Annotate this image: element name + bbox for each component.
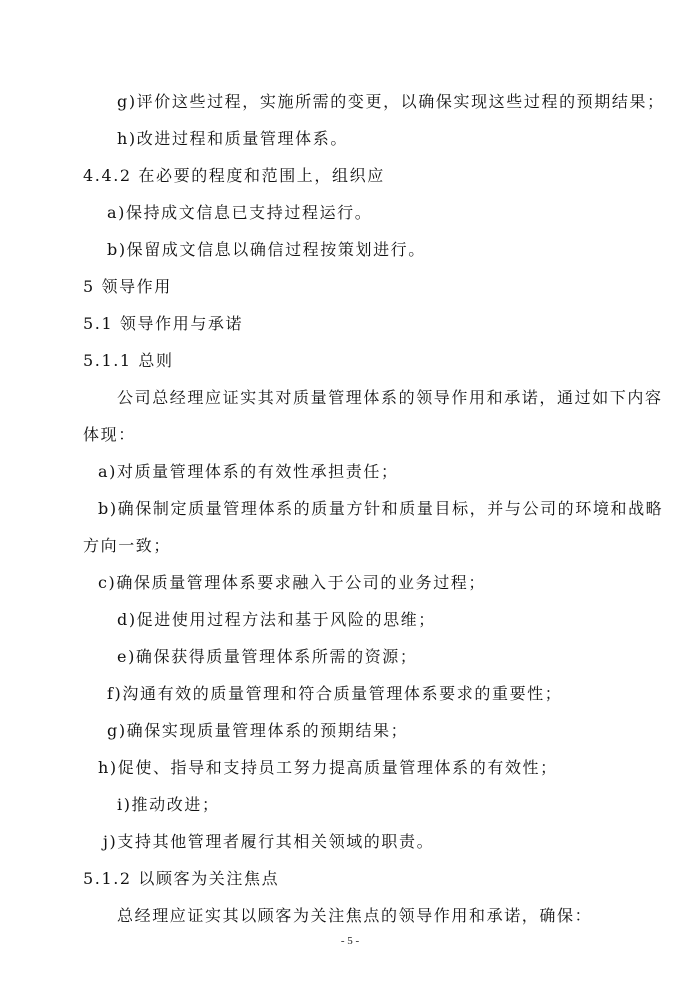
text-line: 方向一致； [83,536,172,555]
page-number: - 5 - [340,935,360,947]
section-heading: 5.1.1 总则 [83,351,174,370]
section-heading: 5 领导作用 [83,277,172,296]
section-heading: 5.1.2 以顾客为关注焦点 [83,869,280,888]
text-line: g)评价这些过程，实施所需的变更，以确保实现这些过程的预期结果； [117,92,665,111]
text-line: f)沟通有效的质量管理和符合质量管理体系要求的重要性； [107,684,563,703]
text-line: e)确保获得质量管理体系所需的资源； [117,647,418,666]
text-line: a)对质量管理体系的有效性承担责任； [98,462,399,481]
section-heading: 5.1 领导作用与承诺 [83,314,244,333]
section-heading: 4.4.2 在必要的程度和范围上，组织应 [83,166,385,185]
text-line: h)促使、指导和支持员工努力提高质量管理体系的有效性； [98,758,558,777]
text-line: 体现： [83,425,136,444]
text-line: a)保持成文信息已支持过程运行。 [107,203,373,222]
text-line: 公司总经理应证实其对质量管理体系的领导作用和承诺，通过如下内容 [117,388,663,407]
text-line: j)支持其他管理者履行其相关领域的职责。 [103,832,435,851]
text-line: 总经理应证实其以顾客为关注焦点的领导作用和承诺，确保： [117,906,593,925]
text-line: i)推动改进； [117,795,220,814]
text-line: c)确保质量管理体系要求融入于公司的业务过程； [98,573,487,592]
text-line: g)确保实现质量管理体系的预期结果； [107,721,409,740]
text-line: b)保留成文信息以确信过程按策划进行。 [107,240,426,259]
text-line: h)改进过程和质量管理体系。 [117,129,348,148]
text-line: d)促进使用过程方法和基于风险的思维； [117,610,436,629]
text-line: b)确保制定质量管理体系的质量方针和质量目标，并与公司的环境和战略 [98,499,664,518]
